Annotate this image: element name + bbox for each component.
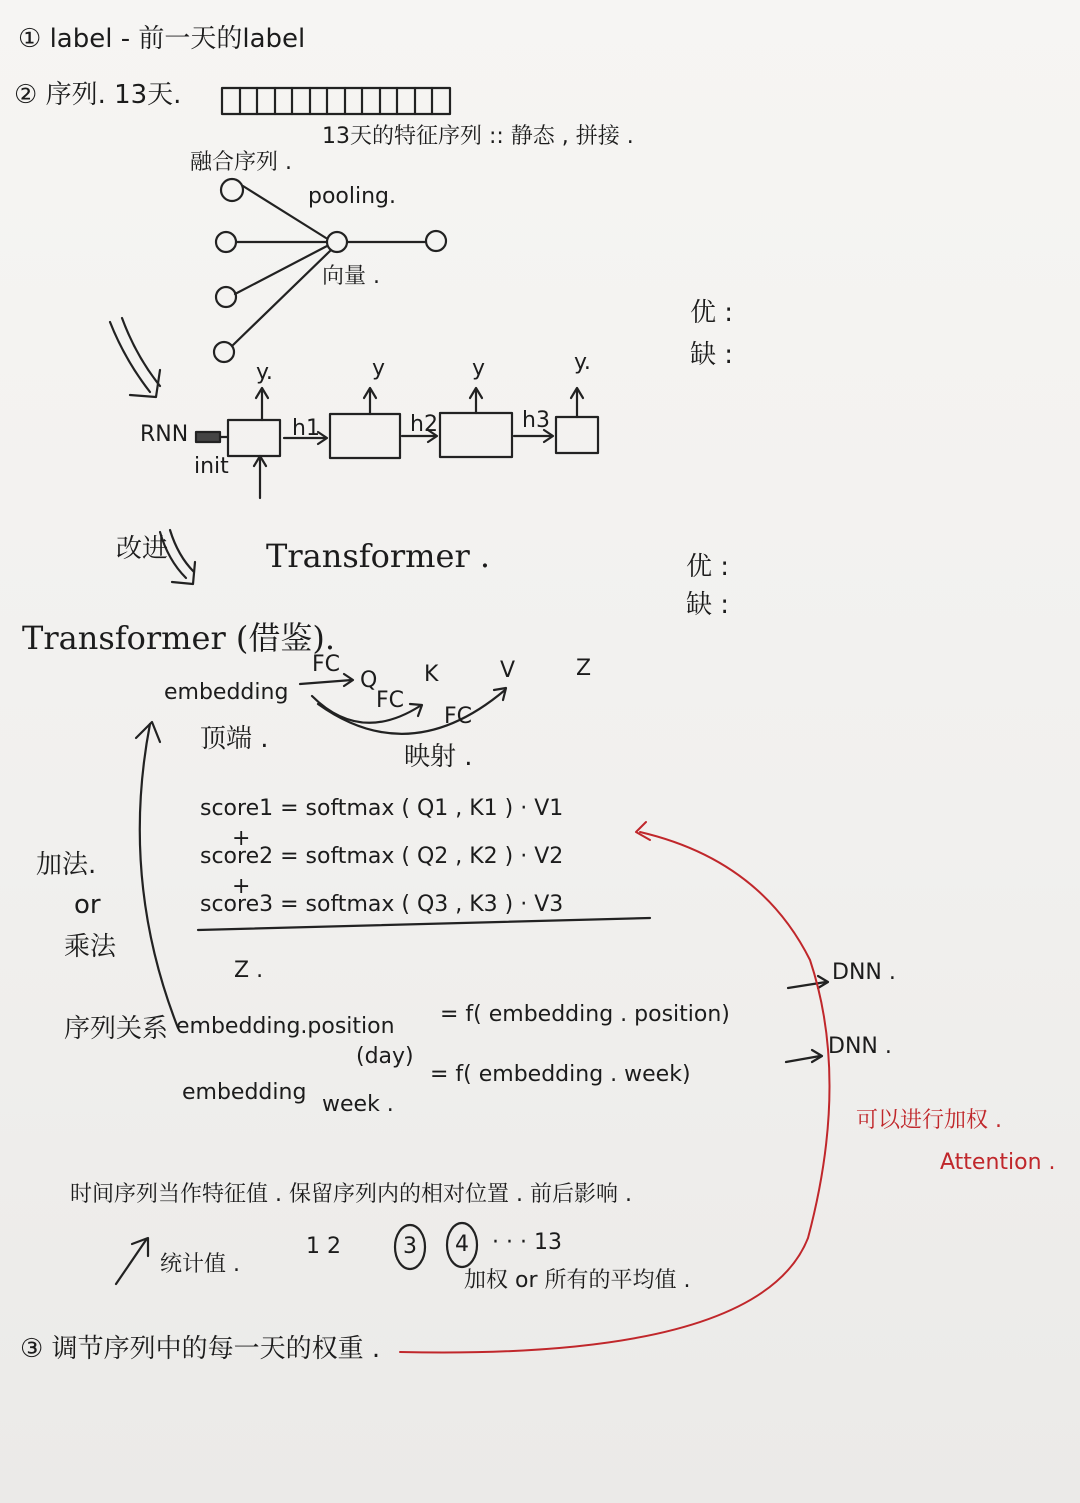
transformer-big-label: Transformer . <box>266 537 491 575</box>
dnn-label-2: DNN . <box>828 1034 892 1059</box>
stat-label: 统计值 . <box>160 1252 240 1277</box>
double-arrow-icon <box>110 318 160 397</box>
rnn-output-1: y. <box>256 360 273 385</box>
curved-arrow-left <box>136 722 178 1028</box>
attention-note: Attention . <box>940 1150 1056 1175</box>
weighted-note: 可以进行加权 . <box>856 1108 1002 1133</box>
position-equation: = f( embedding . position) <box>440 1002 730 1027</box>
hidden-2: h2 <box>410 412 438 437</box>
num-4: 4 <box>455 1232 469 1257</box>
line-3-weights: ③ 调节序列中的每一天的权重 . <box>20 1334 381 1364</box>
cons-label-1: 缺 : <box>690 340 734 370</box>
cons-label-2: 缺 : <box>686 590 730 620</box>
pooling-label: pooling. <box>308 184 397 209</box>
dnn-arrows <box>786 976 828 1062</box>
rnn-output-3: y <box>472 356 486 381</box>
or-label: or <box>74 890 101 920</box>
vector-label: 向量 . <box>322 264 380 289</box>
add-label: 加法. <box>36 850 97 880</box>
k-label: K <box>424 662 439 687</box>
z-bottom-label: Z . <box>234 958 264 983</box>
fc-label-1: FC <box>312 652 341 677</box>
time-series-note: 时间序列当作特征值 . 保留序列内的相对位置 . 前后影响 . <box>70 1182 632 1207</box>
average-note: 加权 or 所有的平均值 . <box>464 1268 691 1293</box>
mul-label: 乘法 <box>64 932 117 962</box>
z-top-label: Z <box>576 656 592 681</box>
stat-arrow <box>116 1238 148 1284</box>
plus-2: + <box>232 874 251 899</box>
hidden-1: h1 <box>292 416 320 441</box>
dnn-label-1: DNN . <box>832 960 896 985</box>
line-2-sequence: ② 序列. 13天. <box>14 80 182 110</box>
dots-13: · · · 13 <box>492 1230 562 1255</box>
rnn-output-4: y. <box>574 350 591 375</box>
top-end-label: 顶端 . <box>200 724 269 754</box>
improve-label: 改进 <box>116 534 169 564</box>
rnn-output-2: y <box>372 356 386 381</box>
mapping-label: 映射 . <box>404 742 473 772</box>
embedding-week: embedding <box>182 1080 307 1105</box>
line-1-label: ① label - 前一天的label <box>18 24 306 54</box>
fc-label-3: FC <box>444 704 473 729</box>
fc-label-2: FC <box>376 688 405 713</box>
sum-line <box>198 918 650 930</box>
rnn-chain <box>196 388 598 498</box>
nums-1-2: 1 2 <box>306 1234 341 1259</box>
week-equation: = f( embedding . week) <box>430 1062 691 1087</box>
score-3: score3 = softmax ( Q3 , K3 ) · V3 <box>200 892 564 917</box>
init-label: init <box>194 454 229 479</box>
pros-label-1: 优 : <box>690 298 734 328</box>
week-label: week . <box>322 1092 394 1117</box>
sequence-note: 13天的特征序列 :: 静态 , 拼接 . <box>322 124 634 149</box>
score-2: score2 = softmax ( Q2 , K2 ) · V2 <box>200 844 564 869</box>
embedding-label: embedding <box>164 680 289 705</box>
num-3: 3 <box>403 1234 417 1259</box>
sequence-boxes <box>222 88 450 114</box>
embedding-position: embedding.position <box>176 1014 395 1039</box>
q-label: Q <box>360 668 378 693</box>
sequence-relation-label: 序列关系 <box>64 1014 169 1044</box>
day-label: (day) <box>356 1044 414 1069</box>
v-label: V <box>500 658 516 683</box>
rnn-label: RNN <box>140 422 189 447</box>
score-1: score1 = softmax ( Q1 , K1 ) · V1 <box>200 796 564 821</box>
fusion-sequence-label: 融合序列 . <box>190 150 292 175</box>
hidden-3: h3 <box>522 408 550 433</box>
plus-1: + <box>232 826 251 851</box>
transformer-heading: Transformer (借鉴). <box>22 619 336 657</box>
pros-label-2: 优 : <box>686 552 730 582</box>
